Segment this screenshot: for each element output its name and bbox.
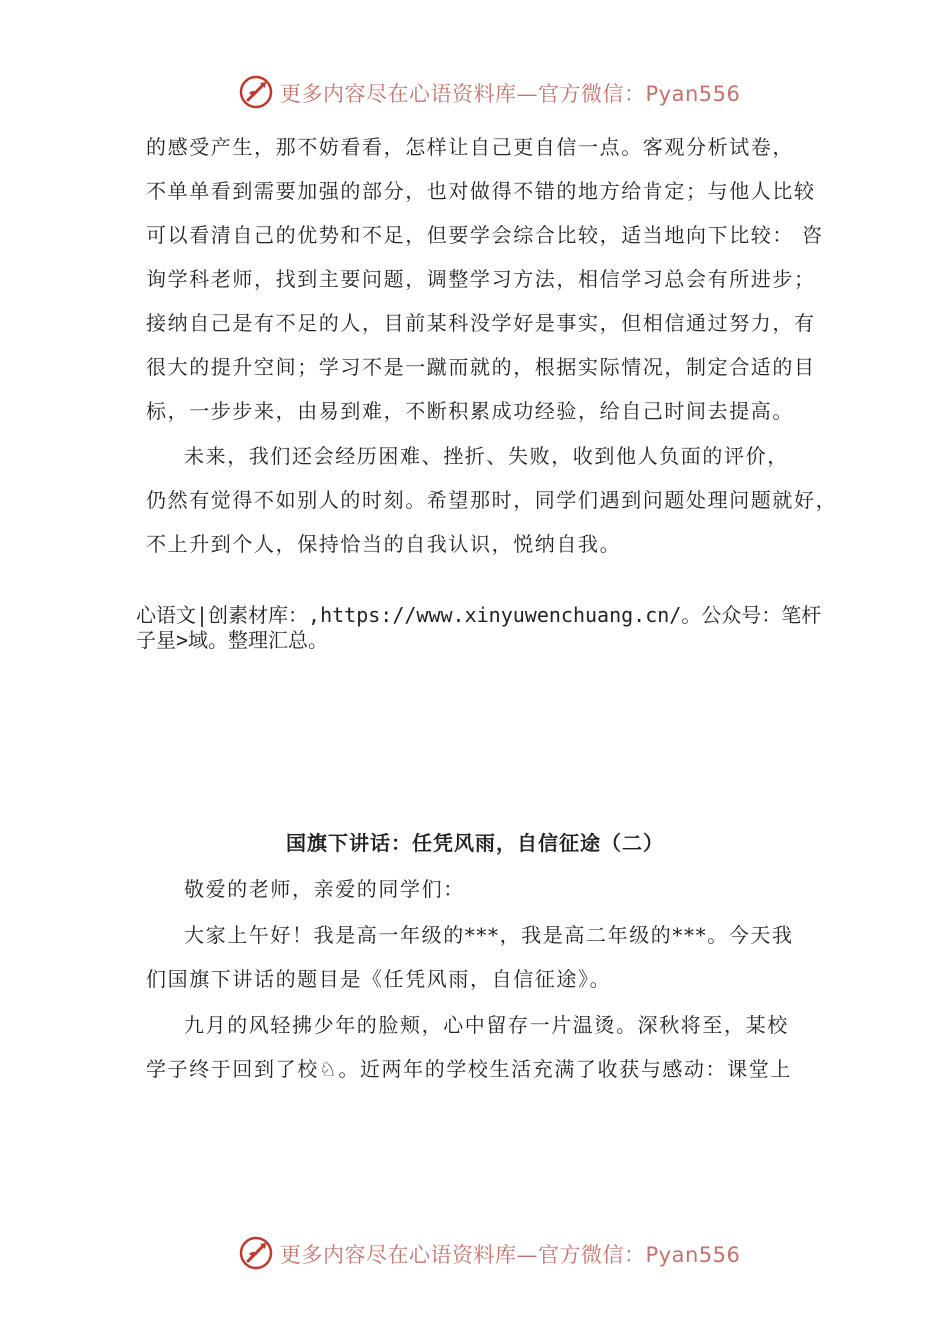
wechat-id: Pyan556 xyxy=(645,82,741,106)
section-title: 国旗下讲话：任凭风雨，自信征途（二） xyxy=(286,831,664,855)
paragraph-line: 接纳自己是有不足的人，目前某科没学好是事实，但相信通过努力，有 xyxy=(146,311,816,335)
source-note-line: 子星>域。整理汇总。 xyxy=(136,628,329,652)
paragraph-line: 标，一步步来，由易到难，不断积累成功经验，给自己时间去提高。 xyxy=(146,399,794,423)
greeting: 敬爱的老师，亲爱的同学们： xyxy=(184,877,465,901)
banner-text: 更多内容尽在心语资料库—官方微信：Pyan556 xyxy=(280,1243,741,1267)
wechat-id: Pyan556 xyxy=(645,1243,741,1267)
paragraph-line: 的感受产生，那不妨看看，怎样让自己更自信一点。客观分析试卷， xyxy=(146,135,794,159)
header-banner xyxy=(0,72,950,112)
paragraph-line: 询学科老师，找到主要问题，调整学习方法，相信学习总会有所进步； xyxy=(146,267,816,291)
paragraph-line: 不上升到个人，保持恰当的自我认识，悦纳自我。 xyxy=(146,532,622,556)
brand-logo-icon xyxy=(238,74,274,110)
paragraph-line: 仍然有觉得不如别人的时刻。希望那时，同学们遇到问题处理问题就好， xyxy=(146,488,838,512)
paragraph-line: 们国旗下讲话的题目是《任凭风雨，自信征途》。 xyxy=(146,967,612,991)
paragraph-line: 大家上午好！我是高一年级的***，我是高二年级的***。今天我 xyxy=(184,923,794,947)
banner-text: 更多内容尽在心语资料库—官方微信：Pyan556 xyxy=(280,82,741,106)
paragraph-line: 九月的风轻拂少年的脸颊，心中留存一片温烫。深秋将至，某校 xyxy=(184,1013,789,1037)
source-note-line: 心语文|创素材库：,https://www.xinyuwenchuang.cn/。公众号：笔杆 xyxy=(136,603,822,627)
paragraph-line: 很大的提升空间；学习不是一蹴而就的，根据实际情况，制定合适的目 xyxy=(146,355,816,379)
paragraph-line: 不单单看到需要加强的部分，也对做得不错的地方给肯定；与他人比较 xyxy=(146,179,816,203)
brand-logo-icon xyxy=(238,1235,274,1271)
paragraph-line: 未来，我们还会经历困难、挫折、失败，收到他人负面的评价， xyxy=(184,444,789,468)
paragraph-line: 学子终于回到了校♘。近两年的学校生活充满了收获与感动：课堂上 xyxy=(146,1057,792,1081)
footer-banner xyxy=(0,1233,950,1273)
paragraph-line: 可以看清自己的优势和不足，但要学会综合比较，适当地向下比较： 咨 xyxy=(146,223,824,247)
